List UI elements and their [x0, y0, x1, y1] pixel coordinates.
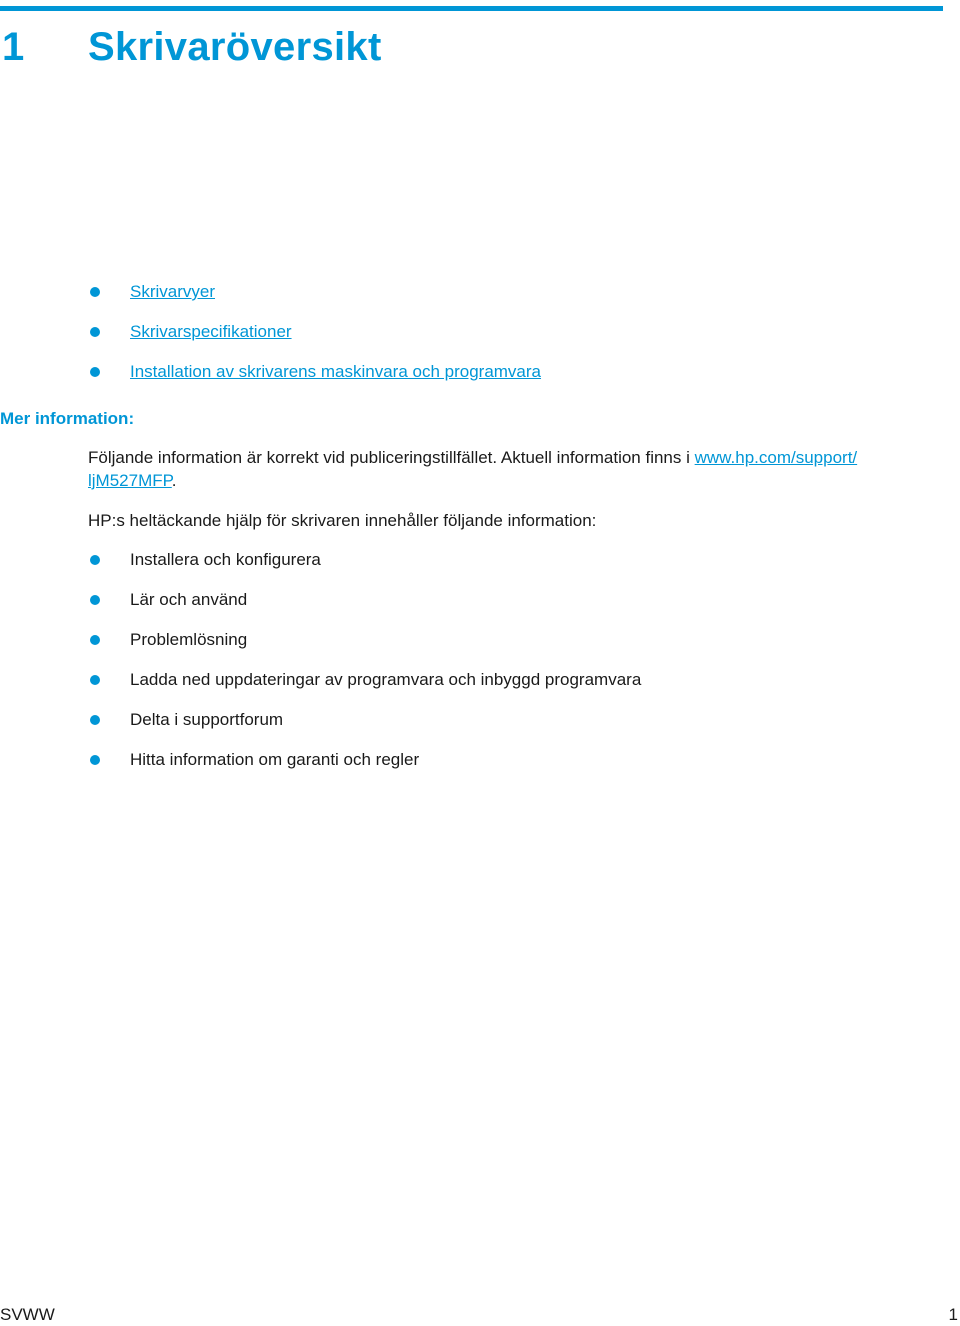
list-item-label: Lär och använd — [130, 590, 248, 609]
bullet-icon — [90, 595, 100, 605]
bullet-icon — [90, 755, 100, 765]
toc-item — [88, 361, 541, 383]
toc-item — [88, 281, 541, 303]
bullet-icon — [90, 287, 100, 297]
toc-item — [88, 321, 541, 343]
footer-page-number: 1 — [948, 1305, 958, 1324]
list-item-label: Problemlösning — [130, 630, 248, 649]
list-item-label: Ladda ned uppdateringar av programvara och inbyggd programvara — [130, 670, 642, 689]
list-item — [88, 749, 641, 771]
bullet-icon — [90, 327, 100, 337]
bullet-icon — [90, 635, 100, 645]
help-topics-list — [88, 549, 641, 789]
toc-link-skrivarspecifikationer[interactable]: Skrivarspecifikationer — [130, 322, 292, 341]
more-info-heading: Mer information: — [0, 409, 135, 428]
bullet-icon — [90, 555, 100, 565]
toc-link-installation[interactable]: Installation av skrivarens maskinvara och programvara — [130, 362, 542, 381]
top-rule — [0, 6, 943, 11]
bullet-icon — [90, 367, 100, 377]
list-item-label: Hitta information om garanti och regler — [130, 750, 420, 769]
footer-language-code: SVWW — [0, 1305, 55, 1324]
support-link[interactable]: www.hp.com/support/ ljM527MFP — [88, 448, 858, 490]
list-item — [88, 669, 641, 691]
bullet-icon — [90, 675, 100, 685]
bullet-icon — [90, 715, 100, 725]
list-item — [88, 709, 641, 731]
info-paragraph-end: . — [171, 471, 177, 490]
chapter-title: Skrivaröversikt — [88, 25, 382, 69]
list-item-label: Installera och konfigurera — [130, 550, 321, 569]
info-paragraph — [88, 446, 928, 492]
list-item-label: Delta i supportforum — [130, 710, 284, 729]
help-intro-paragraph: HP:s heltäckande hjälp för skrivaren innehåller följande information: — [88, 511, 597, 530]
chapter-number: 1 — [2, 25, 25, 69]
info-paragraph-text: Följande information är korrekt vid publiceringstillfället. Aktuell information finns i — [88, 448, 695, 467]
list-item — [88, 589, 641, 611]
toc-link-skrivarvyer[interactable]: Skrivarvyer — [130, 282, 216, 301]
list-item — [88, 549, 641, 571]
chapter-heading — [2, 20, 382, 74]
toc-list — [88, 281, 541, 401]
list-item — [88, 629, 641, 651]
